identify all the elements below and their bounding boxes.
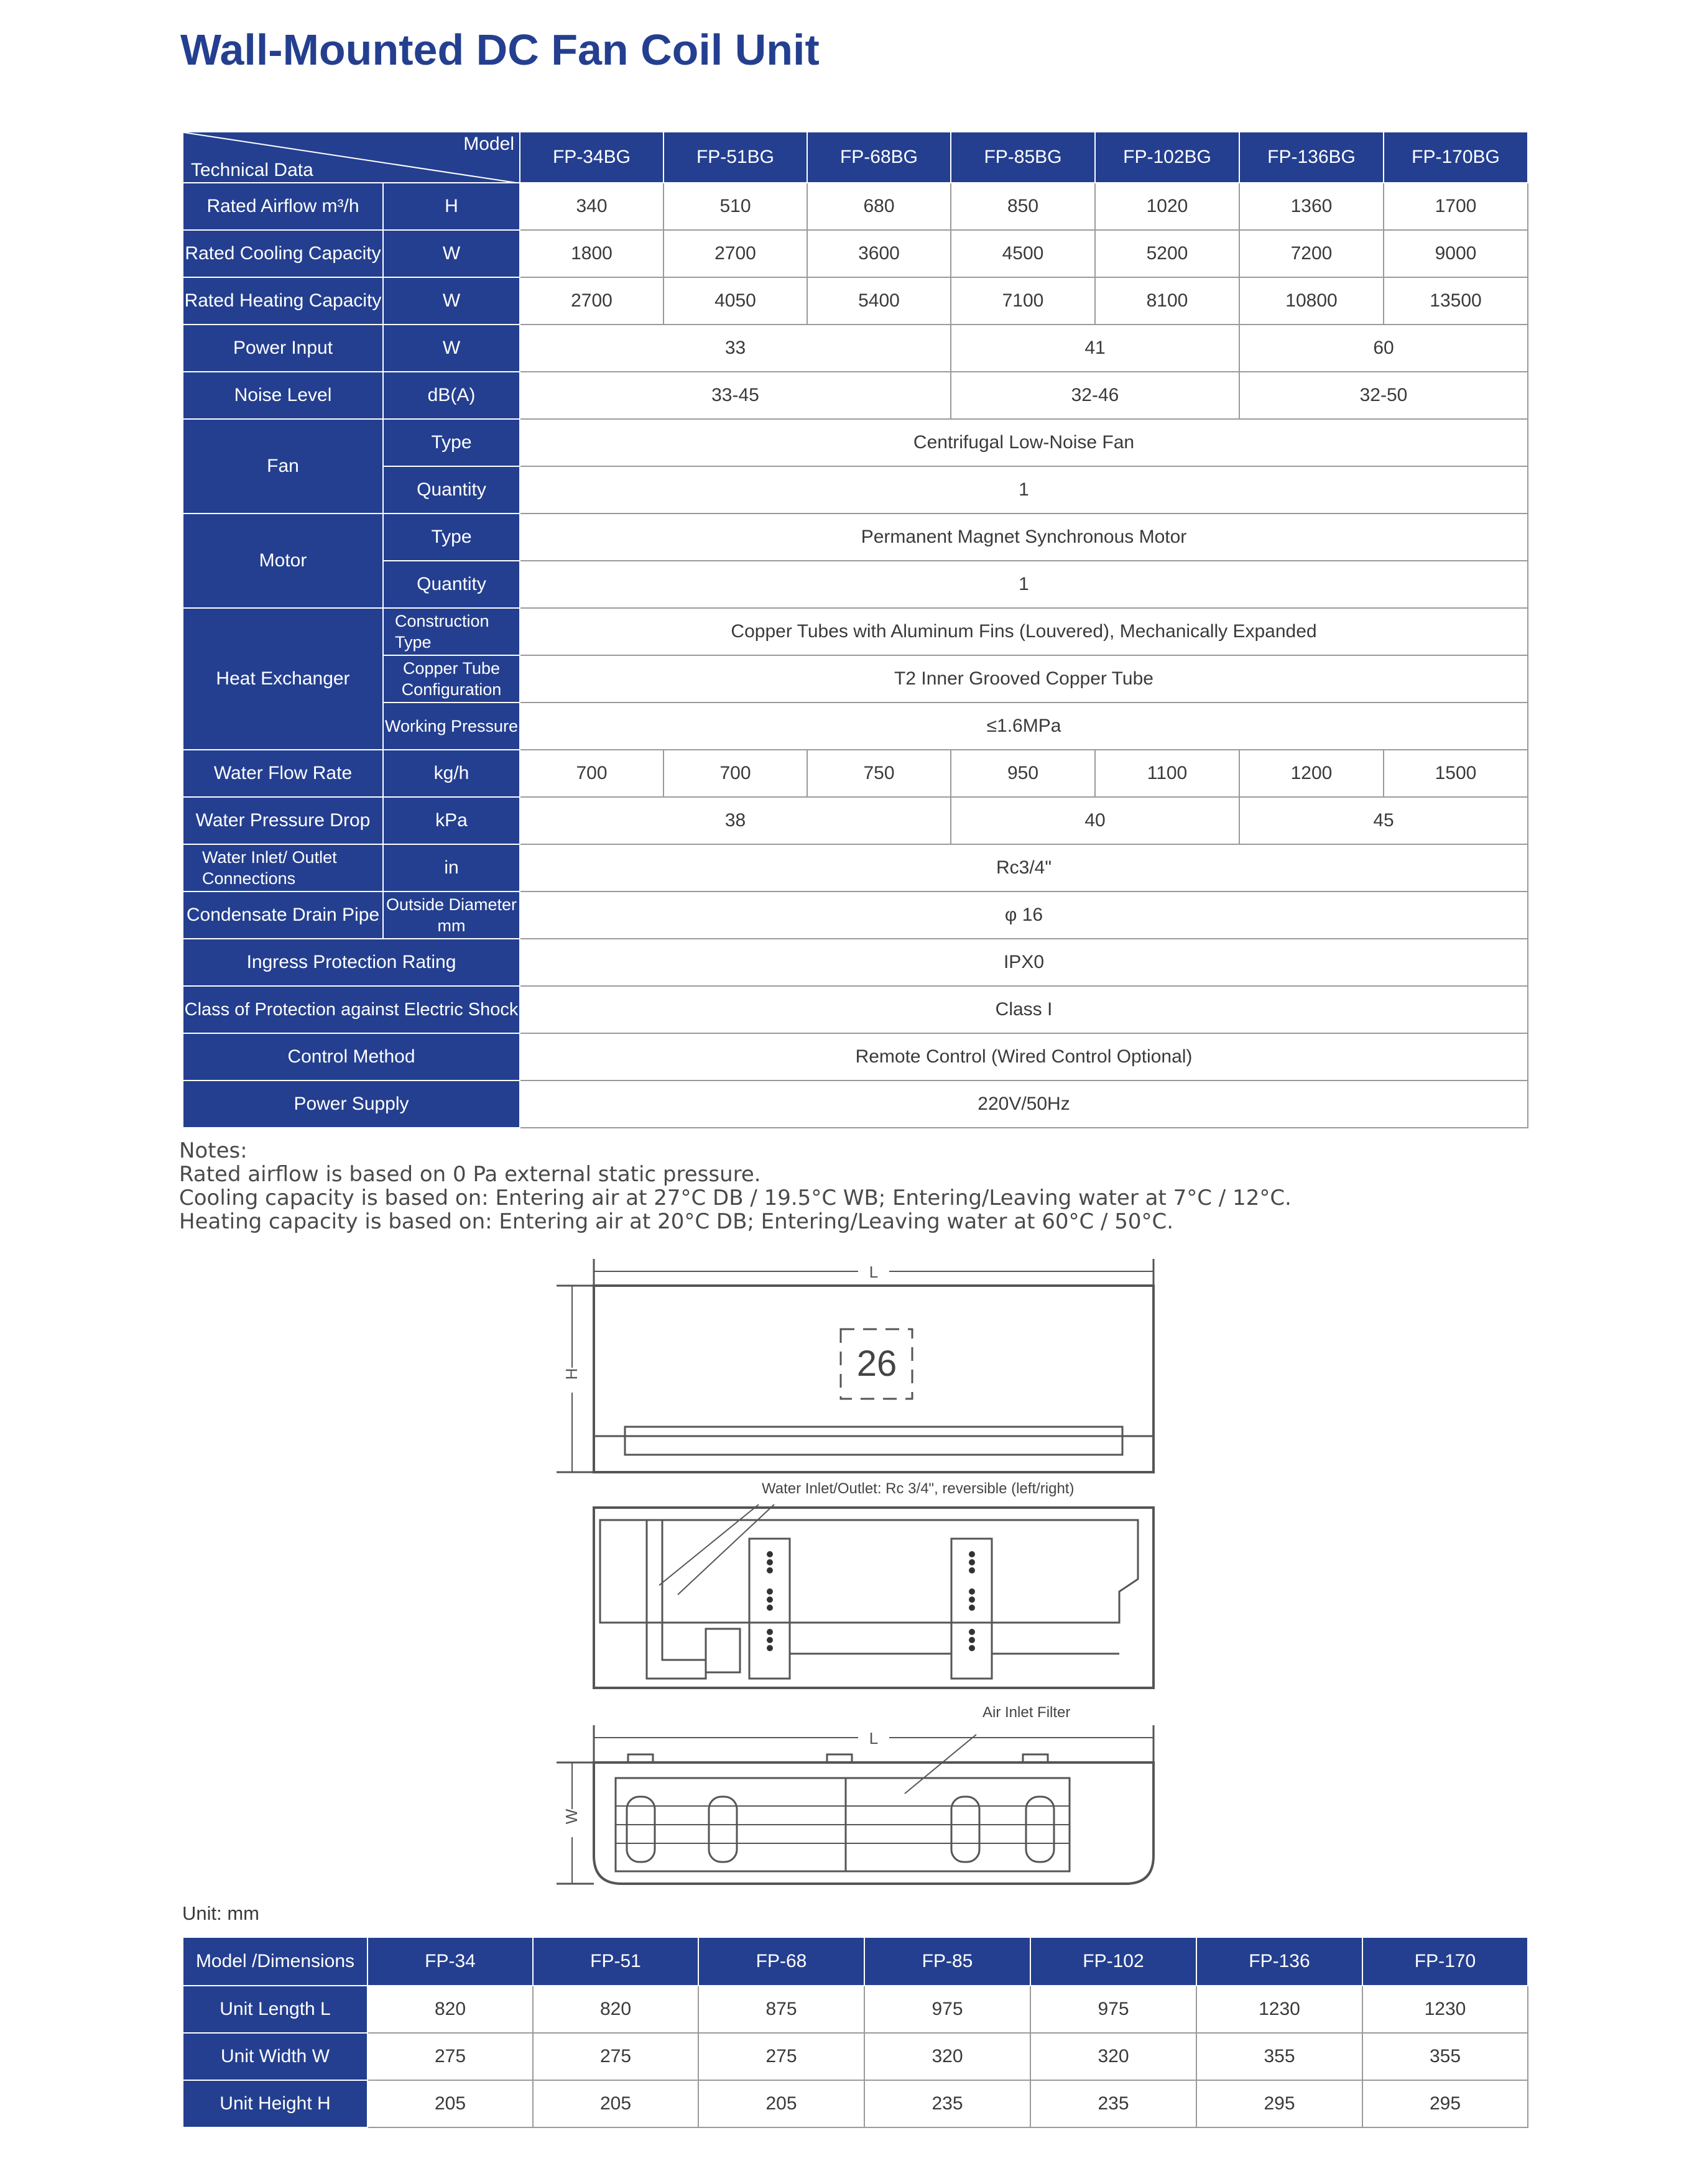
row-sublabel: Type — [383, 514, 520, 561]
cell: 1500 — [1384, 750, 1528, 797]
row-sublabel: Copper Tube Configuration — [383, 655, 520, 703]
cell: 5200 — [1095, 230, 1239, 277]
cell: 975 — [864, 1986, 1030, 2033]
cell: 33-45 — [520, 372, 951, 419]
water-callout: Water Inlet/Outlet: Rc 3/4", reversible (left/right) — [762, 1480, 1075, 1497]
cell: 235 — [1030, 2080, 1196, 2127]
row-sublabel: Quantity — [383, 466, 520, 514]
model-header: FP-136BG — [1239, 132, 1384, 183]
front-dim-h-label: H — [562, 1368, 581, 1380]
row-label: Water Pressure Drop — [183, 797, 383, 844]
model-header: FP-102 — [1030, 1937, 1196, 1986]
cell: T2 Inner Grooved Copper Tube — [520, 655, 1528, 703]
cell: 1100 — [1095, 750, 1239, 797]
row-unit: Outside Diameter mm — [383, 892, 520, 939]
cell: 1800 — [520, 230, 663, 277]
cell: 320 — [1030, 2033, 1196, 2080]
page-title: Wall-Mounted DC Fan Coil Unit — [180, 25, 820, 74]
cell: 5400 — [807, 277, 951, 325]
display-number: 26 — [856, 1343, 897, 1384]
cell: 4050 — [663, 277, 807, 325]
cell: 33 — [520, 325, 951, 372]
row-label: Class of Protection against Electric Shock — [183, 986, 520, 1033]
row-label: Power Input — [183, 325, 383, 372]
cell: 1 — [520, 466, 1528, 514]
cell: 2700 — [520, 277, 663, 325]
bottom-dim-w-label: W — [562, 1808, 581, 1825]
row-label: Motor — [183, 514, 383, 608]
model-header: FP-170 — [1362, 1937, 1528, 1986]
model-header: FP-51BG — [663, 132, 807, 183]
cell: 1 — [520, 561, 1528, 608]
cell: 45 — [1239, 797, 1528, 844]
cell: 32-50 — [1239, 372, 1528, 419]
row-label: Power Supply — [183, 1080, 520, 1128]
cell: 1700 — [1384, 183, 1528, 230]
cell: IPX0 — [520, 939, 1528, 986]
top-view-drawing — [594, 1504, 1153, 1688]
dimensions-table — [182, 1937, 1528, 2128]
row-sublabel: Construction Type — [383, 608, 520, 655]
cell: 8100 — [1095, 277, 1239, 325]
model-header: FP-102BG — [1095, 132, 1239, 183]
row-unit: kPa — [383, 797, 520, 844]
row-label: Ingress Protection Rating — [183, 939, 520, 986]
cell: ≤1.6MPa — [520, 703, 1528, 750]
corner-tech-label: Technical Data — [191, 160, 313, 180]
cell: 275 — [533, 2033, 698, 2080]
cell: 41 — [951, 325, 1239, 372]
model-header: FP-34BG — [520, 132, 663, 183]
model-header: FP-170BG — [1384, 132, 1528, 183]
model-header: FP-136 — [1196, 1937, 1362, 1986]
row-label: Rated Airflow m³/h — [183, 183, 383, 230]
bottom-dim-l-label: L — [869, 1729, 879, 1748]
note-line: Cooling capacity is based on: Entering air at 27°C DB / 19.5°C WB; Entering/Leaving water at 7°C / 12°C. — [179, 1186, 1292, 1210]
cell: 275 — [368, 2033, 533, 2080]
cell: 205 — [368, 2080, 533, 2127]
cell: Remote Control (Wired Control Optional) — [520, 1033, 1528, 1080]
model-header: FP-85 — [864, 1937, 1030, 1986]
row-label: Unit Width W — [183, 2033, 368, 2080]
model-header: FP-34 — [368, 1937, 533, 1986]
row-unit: H — [383, 183, 520, 230]
row-unit: W — [383, 277, 520, 325]
row-unit: in — [383, 844, 520, 892]
cell: 850 — [951, 183, 1095, 230]
notes-heading: Notes: — [179, 1138, 247, 1163]
model-header: FP-68BG — [807, 132, 951, 183]
cell: 235 — [864, 2080, 1030, 2127]
cell: 205 — [698, 2080, 864, 2127]
cell: 510 — [663, 183, 807, 230]
model-header: FP-85BG — [951, 132, 1095, 183]
table-row — [183, 1986, 1528, 2033]
cell: 1360 — [1239, 183, 1384, 230]
cell: 295 — [1196, 2080, 1362, 2127]
bottom-view-drawing — [557, 1725, 1153, 1884]
row-label: Water Inlet/ Outlet Connections — [183, 844, 383, 892]
row-unit: W — [383, 230, 520, 277]
cell: 340 — [520, 183, 663, 230]
row-unit: kg/h — [383, 750, 520, 797]
table-row — [183, 2033, 1528, 2080]
cell: φ 16 — [520, 892, 1528, 939]
cell: 355 — [1362, 2033, 1528, 2080]
row-label: Control Method — [183, 1033, 520, 1080]
unit-label: Unit: mm — [182, 1902, 259, 1924]
cell: 875 — [698, 1986, 864, 2033]
cell: 3600 — [807, 230, 951, 277]
cell: 750 — [807, 750, 951, 797]
row-label: Water Flow Rate — [183, 750, 383, 797]
cell: 355 — [1196, 2033, 1362, 2080]
cell: 60 — [1239, 325, 1528, 372]
row-label: Rated Heating Capacity — [183, 277, 383, 325]
note-line: Heating capacity is based on: Entering air at 20°C DB; Entering/Leaving water at 60°C / 50°C. — [179, 1209, 1174, 1234]
row-unit: dB(A) — [383, 372, 520, 419]
cell: 32-46 — [951, 372, 1239, 419]
row-label: Fan — [183, 419, 383, 514]
cell: 220V/50Hz — [520, 1080, 1528, 1128]
cell: Copper Tubes with Aluminum Fins (Louvered), Mechanically Expanded — [520, 608, 1528, 655]
cell: 2700 — [663, 230, 807, 277]
row-unit: W — [383, 325, 520, 372]
cell: 275 — [698, 2033, 864, 2080]
cell: 38 — [520, 797, 951, 844]
table-row — [183, 2080, 1528, 2127]
cell: 10800 — [1239, 277, 1384, 325]
cell: Permanent Magnet Synchronous Motor — [520, 514, 1528, 561]
row-sublabel: Type — [383, 419, 520, 466]
cell: 700 — [520, 750, 663, 797]
row-label: Unit Length L — [183, 1986, 368, 2033]
front-dim-l-label: L — [869, 1263, 879, 1281]
cell: 13500 — [1384, 277, 1528, 325]
cell: 820 — [533, 1986, 698, 2033]
cell: 820 — [368, 1986, 533, 2033]
cell: 40 — [951, 797, 1239, 844]
row-label: Condensate Drain Pipe — [183, 892, 383, 939]
cell: 7200 — [1239, 230, 1384, 277]
cell: 7100 — [951, 277, 1095, 325]
cell: 1230 — [1362, 1986, 1528, 2033]
model-header: FP-68 — [698, 1937, 864, 1986]
cell: 9000 — [1384, 230, 1528, 277]
row-label: Noise Level — [183, 372, 383, 419]
cell: 4500 — [951, 230, 1095, 277]
cell: Centrifugal Low-Noise Fan — [520, 419, 1528, 466]
cell: 295 — [1362, 2080, 1528, 2127]
cell: 205 — [533, 2080, 698, 2127]
cell: 680 — [807, 183, 951, 230]
cell: 1020 — [1095, 183, 1239, 230]
cell: 1230 — [1196, 1986, 1362, 2033]
filter-callout: Air Inlet Filter — [982, 1704, 1071, 1721]
front-view-drawing — [557, 1259, 1153, 1472]
cell: Rc3/4" — [520, 844, 1528, 892]
model-header: FP-51 — [533, 1937, 698, 1986]
row-label: Heat Exchanger — [183, 608, 383, 750]
dims-header-label: Model /Dimensions — [183, 1937, 368, 1986]
cell: 700 — [663, 750, 807, 797]
row-sublabel: Working Pressure — [383, 703, 520, 750]
cell: Class I — [520, 986, 1528, 1033]
row-sublabel: Quantity — [383, 561, 520, 608]
row-label: Rated Cooling Capacity — [183, 230, 383, 277]
cell: 1200 — [1239, 750, 1384, 797]
corner-model-label: Model — [463, 134, 514, 154]
cell: 950 — [951, 750, 1095, 797]
note-line: Rated airflow is based on 0 Pa external static pressure. — [179, 1162, 761, 1187]
cell: 975 — [1030, 1986, 1196, 2033]
row-label: Unit Height H — [183, 2080, 368, 2127]
cell: 320 — [864, 2033, 1030, 2080]
